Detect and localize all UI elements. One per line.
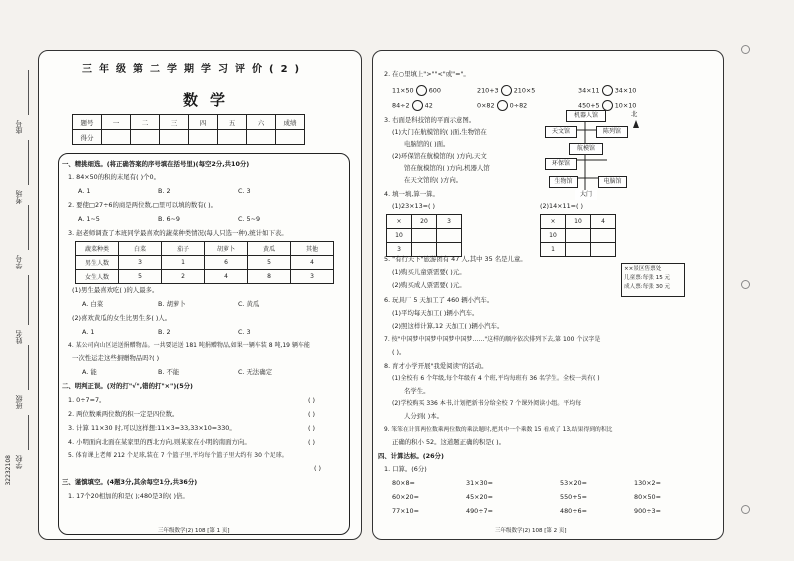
section-1-heading: 一、精挑细选。(将正确答案的序号填在括号里)(每空2分,共10分) xyxy=(62,160,250,168)
veg-header-cell: 胡萝卜 xyxy=(205,242,248,256)
judge-2: 2. 两位数乘两位数的积一定是四位数。 xyxy=(68,410,179,418)
score-entry-cell[interactable] xyxy=(218,130,247,145)
punch-hole xyxy=(741,505,750,514)
option-c[interactable]: C. 3 xyxy=(238,328,251,336)
map-astronomy-hall: 天文馆 xyxy=(545,126,577,138)
option-c[interactable]: C. 黄瓜 xyxy=(238,300,260,308)
grid-cell: × xyxy=(541,215,566,229)
option-a[interactable]: A. 能 xyxy=(82,368,97,376)
compare-circle[interactable] xyxy=(497,100,508,111)
calc-item: 77×10= xyxy=(392,507,419,515)
compare-row-2 xyxy=(392,100,433,111)
veg-cell: 男生人数 xyxy=(76,256,119,270)
calc-item: 480÷6= xyxy=(560,507,587,515)
question-3-8-2: (2)学校购买 336 本书,计划把新书分给全校 7 个课外阅读小组。平均每 xyxy=(392,400,582,407)
score-entry-cell[interactable] xyxy=(189,130,218,145)
question-1-4: 4. 某公司向山区运送捐赠物品。一共要运送 181 吨捐赠物品,如果一辆车装 8 吨,19 辆车能 xyxy=(68,342,310,349)
question-3-5-1: (1)购买儿童票需要( )元。 xyxy=(392,268,466,276)
score-header-cell: 四 xyxy=(189,115,218,130)
score-entry-cell[interactable] xyxy=(247,130,276,145)
binding-label-seat: 座号 xyxy=(15,120,23,134)
question-3-4-1: (1)23×13=( ) xyxy=(392,202,436,210)
compare-right: 10×10 xyxy=(614,101,637,110)
question-3-3-1: (1)大门在航模馆的( )面,生物馆在 xyxy=(392,128,487,136)
grid-entry-cell[interactable] xyxy=(591,243,616,257)
compare-left: 0×82 xyxy=(477,101,495,110)
grid-cell: 4 xyxy=(591,215,616,229)
binding-line xyxy=(28,345,29,390)
score-header-cell: 六 xyxy=(247,115,276,130)
grid-entry-cell[interactable] xyxy=(412,229,437,243)
ticket-price-sign xyxy=(621,263,685,297)
calc-item: 80×50= xyxy=(634,493,661,501)
grid-cell: 10 xyxy=(541,229,566,243)
grid-cell: × xyxy=(387,215,412,229)
score-entry-cell[interactable] xyxy=(131,130,160,145)
grid-entry-cell[interactable] xyxy=(437,229,462,243)
grid-entry-cell[interactable] xyxy=(566,229,591,243)
question-1-4-line2: 一次性运走这些捐赠物品吗?( ) xyxy=(72,354,160,362)
score-header-cell: 三 xyxy=(160,115,189,130)
compare-row-1 xyxy=(578,85,636,96)
binding-line xyxy=(28,140,29,185)
compare-right: 34×10 xyxy=(614,86,637,95)
veg-cell: 8 xyxy=(248,270,291,284)
calc-item: 60×20= xyxy=(392,493,419,501)
answer-blank[interactable]: ( ) xyxy=(314,464,322,472)
compare-row-1 xyxy=(477,85,535,96)
binding-line xyxy=(28,205,29,250)
compare-left: 34×11 xyxy=(578,86,600,95)
binding-label-school: 学校 xyxy=(15,455,23,469)
section-4-heading: 四、计算达标。(26分) xyxy=(378,452,444,460)
calc-item: 490÷7= xyxy=(466,507,493,515)
score-header-cell: 一 xyxy=(102,115,131,130)
question-3-8: 8. 育才小学开展"我爱阅读"的活动。 xyxy=(384,362,488,370)
score-entry-cell[interactable] xyxy=(276,130,305,145)
veg-header-cell: 白菜 xyxy=(119,242,162,256)
question-3-5-2: (2)购买成人票需要( )元。 xyxy=(392,281,466,289)
map-computer-hall: 电脑馆 xyxy=(598,176,627,188)
compare-circle[interactable] xyxy=(602,85,613,96)
question-3-3-2: (2)环保馆在航模馆的( )方向,天文 xyxy=(392,152,487,160)
judge-3: 3. 计算 11×30 时,可以这样想:11×3=33,33×10=330。 xyxy=(68,424,236,432)
punch-hole xyxy=(741,280,750,289)
veg-header-cell: 黄瓜 xyxy=(248,242,291,256)
ticket-title: ××景区售票处 xyxy=(624,266,662,272)
vegetable-table xyxy=(75,241,334,284)
option-c[interactable]: C. 无法确定 xyxy=(238,368,273,376)
binding-line xyxy=(28,275,29,325)
binding-label-student-id: 学号 xyxy=(15,255,23,269)
compare-right: 42 xyxy=(424,101,433,110)
calc-item: 80×8= xyxy=(392,479,415,487)
calc-item: 900÷3= xyxy=(634,507,661,515)
grid-cell: 20 xyxy=(412,215,437,229)
compare-circle[interactable] xyxy=(416,85,427,96)
veg-cell: 4 xyxy=(205,270,248,284)
map-gate: 大门 xyxy=(575,190,597,200)
answer-blank[interactable]: ( ) xyxy=(308,438,316,446)
binding-label-room: 考场 xyxy=(15,190,23,204)
section-3-heading: 三、谨慎填空。(4题3分,其余每空1分,共36分) xyxy=(62,478,198,486)
veg-cell: 5 xyxy=(248,256,291,270)
veg-cell: 6 xyxy=(205,256,248,270)
option-a[interactable]: A. 1 xyxy=(82,328,95,336)
binding-strip xyxy=(0,0,38,561)
north-arrow-icon xyxy=(633,120,639,128)
question-3-6: 6. 玩具厂 5 天加工了 460 辆小汽车。 xyxy=(384,296,494,304)
question-1-3-2: (2)喜欢黄瓜的女生比男生多( )人。 xyxy=(72,314,172,322)
grid-cell: 3 xyxy=(437,215,462,229)
compare-right: 210×5 xyxy=(513,86,536,95)
multiply-grid-2 xyxy=(540,214,616,257)
punch-hole xyxy=(741,45,750,54)
question-3-6-1: (1)平均每天加工( )辆小汽车。 xyxy=(392,309,479,317)
question-1-3-1: (1)男生最喜欢吃( )的人最多。 xyxy=(72,286,159,294)
question-3-9b: 正确的积小 52。这道题正确的积是( )。 xyxy=(392,438,506,446)
grid-cell: 10 xyxy=(566,215,591,229)
grid-entry-cell[interactable] xyxy=(591,229,616,243)
question-1-2: 2. 要使□27÷6的商是两位数,□里可以填的数有( )。 xyxy=(68,201,218,209)
score-header-cell: 成绩 xyxy=(276,115,305,130)
page-footer-left: 三年级数学(2) 108 [第 1 页] xyxy=(158,528,230,534)
map-environment-hall: 环保馆 xyxy=(545,158,577,170)
map-exhibition-hall: 陈列馆 xyxy=(596,126,628,138)
answer-blank[interactable]: ( ) xyxy=(308,410,316,418)
binding-line xyxy=(28,70,29,115)
veg-cell: 女生人数 xyxy=(76,270,119,284)
question-3-4: 4. 填一填,算一算。 xyxy=(384,190,439,198)
north-label: 北 xyxy=(631,110,638,118)
option-a[interactable]: A. 白菜 xyxy=(82,300,104,308)
judge-1: 1. 0÷7=7。 xyxy=(68,396,106,404)
question-3-8-2b: 人分到( )本。 xyxy=(404,412,443,420)
subject-title: 数学 xyxy=(183,91,238,109)
calc-item: 130×2= xyxy=(634,479,661,487)
grid-cell: 1 xyxy=(541,243,566,257)
question-3-3-2c: 在天文馆的( )方向。 xyxy=(404,176,463,184)
calc-item: 53×20= xyxy=(560,479,587,487)
question-3-3-1b: 电脑馆的( )面。 xyxy=(404,140,450,148)
fill-1: 1. 17个20相加的和是( );480是3的( )倍。 xyxy=(68,492,189,500)
ticket-child-price: 儿童票:每张 15 元 xyxy=(624,275,671,281)
compare-row-2 xyxy=(477,100,527,111)
answer-blank[interactable]: ( ) xyxy=(308,424,316,432)
score-entry-cell[interactable] xyxy=(102,130,131,145)
compare-right: 600 xyxy=(428,86,441,95)
option-c[interactable]: C. 3 xyxy=(238,187,251,195)
question-3-4-2: (2)14×11=( ) xyxy=(540,202,584,210)
grid-cell: 3 xyxy=(387,243,412,257)
calc-item: 31×30= xyxy=(466,479,493,487)
grid-entry-cell[interactable] xyxy=(566,243,591,257)
answer-blank[interactable]: ( ) xyxy=(308,396,316,404)
question-3-7: 7. 按"中国梦中国梦中国梦中国梦……"这样的顺序依次排列下去,第 100 个汉字是 xyxy=(384,336,601,343)
calc-item: 45×20= xyxy=(466,493,493,501)
option-a[interactable]: A. 1~5 xyxy=(78,215,100,223)
option-b[interactable]: B. 6~9 xyxy=(158,215,180,223)
score-header-cell: 二 xyxy=(131,115,160,130)
grid-cell: 10 xyxy=(387,229,412,243)
compare-circle[interactable] xyxy=(412,100,423,111)
question-3-2: 2. 在○里填上">""<"或"="。 xyxy=(384,70,470,78)
veg-header-cell: 茄子 xyxy=(162,242,205,256)
veg-header-cell: 其他 xyxy=(291,242,334,256)
compare-row-1 xyxy=(392,85,441,96)
binding-code: 32232108 xyxy=(5,455,12,486)
veg-cell: 2 xyxy=(162,270,205,284)
compare-left: 210+3 xyxy=(477,86,499,95)
question-3-6-2: (2)照这样计算,12 天加工( )辆小汽车。 xyxy=(392,322,504,330)
map-model-hall: 航模馆 xyxy=(569,143,603,155)
question-3-3: 3. 右面是科技馆的平面示意图。 xyxy=(384,116,476,124)
section-2-heading: 二、明判正误。(对的打"√",错的打"×")(5分) xyxy=(62,382,193,390)
score-label-cell: 得分 xyxy=(73,130,102,145)
veg-header-cell: 蔬菜种类 xyxy=(76,242,119,256)
option-a[interactable]: A. 1 xyxy=(78,187,91,195)
compare-left: 84÷2 xyxy=(392,101,410,110)
compare-left: 450+5 xyxy=(578,101,600,110)
multiply-grid-1 xyxy=(386,214,462,257)
veg-cell: 1 xyxy=(162,256,205,270)
compare-circle[interactable] xyxy=(501,85,512,96)
question-3-7b: ( )。 xyxy=(392,348,406,356)
option-b[interactable]: B. 2 xyxy=(158,187,171,195)
binding-line xyxy=(28,415,29,450)
option-c[interactable]: C. 5~9 xyxy=(238,215,261,223)
question-1-3: 3. 赵老师调查了本班同学最喜欢的蔬菜种类情况(每人只选一种),统计如下表。 xyxy=(68,229,288,237)
calc-item: 550+5= xyxy=(560,493,587,501)
veg-cell: 3 xyxy=(291,270,334,284)
judge-5: 5. 体育课上老师 212 个足球,装在 7 个篮子里,平均每个篮子里大约有 30 个足球。 xyxy=(68,452,288,459)
question-3-8-1: (1)全校有 6 个年级,每个年级有 4 个班,平均每班有 36 名学生。全校一共有( ) xyxy=(392,375,600,382)
option-b[interactable]: B. 胡萝卜 xyxy=(158,300,186,308)
question-1-1: 1. 84×50的积的末尾有( )个0。 xyxy=(68,173,160,181)
question-3-8-1b: 名学生。 xyxy=(404,387,430,395)
map-robot-hall: 机器人馆 xyxy=(566,110,606,122)
compare-right: 0÷82 xyxy=(509,101,528,110)
page-footer-right: 三年级数学(2) 108 [第 2 页] xyxy=(495,528,567,534)
map-biology-hall: 生物馆 xyxy=(549,176,578,188)
binding-label-name: 姓名 xyxy=(15,330,23,344)
judge-4: 4. 小明面向北面在某家里的西北方向,则某家在小明的南面方向。 xyxy=(68,438,251,446)
veg-cell: 4 xyxy=(291,256,334,270)
binding-label-class: 班级 xyxy=(15,395,23,409)
compare-left: 11×50 xyxy=(392,86,414,95)
veg-cell: 5 xyxy=(119,270,162,284)
ticket-adult-price: 成人票:每张 30 元 xyxy=(624,284,671,290)
exam-title: 三年级第二学期学习评价(2) xyxy=(82,64,307,75)
score-header-cell: 题号 xyxy=(73,115,102,130)
score-entry-cell[interactable] xyxy=(160,130,189,145)
mental-math-heading: 1. 口算。(6分) xyxy=(384,465,427,473)
question-3-3-2b: 馆在航模馆的( )方向,机器人馆 xyxy=(404,164,490,172)
question-3-9: 9. 笨笨在计算两位数乘两位数的乘法题时,把其中一个乘数 15 看成了 13,结果得到的积比 xyxy=(384,427,613,433)
option-b[interactable]: B. 2 xyxy=(158,328,171,336)
question-3-5: 5. "有行天下"旅游团有 47 人,其中 35 名是儿童。 xyxy=(384,255,527,263)
option-b[interactable]: B. 不能 xyxy=(158,368,180,376)
score-header-cell: 五 xyxy=(218,115,247,130)
score-table xyxy=(72,114,305,145)
veg-cell: 3 xyxy=(119,256,162,270)
